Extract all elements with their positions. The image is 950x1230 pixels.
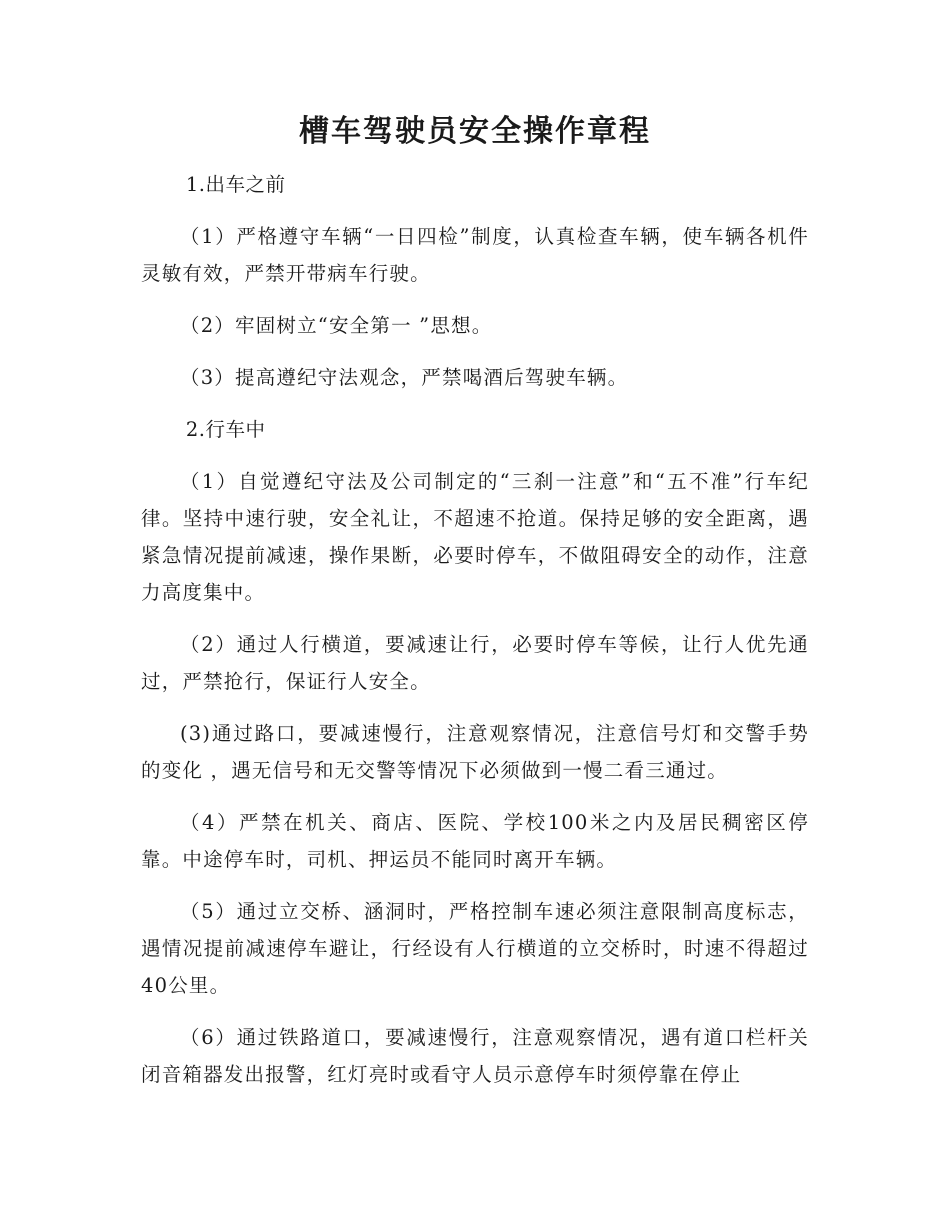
section-heading-2: 2.行车中 [185, 418, 266, 441]
section-1-paragraph-1: （1）严格遵守车辆“一日四检”制度，认真检查车辆，使车辆各机件灵敏有效，严禁开带病车行驶。 [141, 225, 809, 285]
section-2-paragraph-2: （2）通过人行横道，要减速让行，必要时停车等候，让行人优先通过，严禁抢行，保证行人安全。 [141, 633, 809, 693]
section-heading-1: 1.出车之前 [185, 173, 286, 196]
document-body [141, 166, 809, 1093]
section-2-paragraph-5: （5）通过立交桥、涵洞时，严格控制车速必须注意限制高度标志，遇情况提前减速停车避让，行经设有人行横道的立交桥时，时速不得超过40公里。 [141, 900, 809, 997]
section-2-paragraph-6: （6）通过铁路道口，要减速慢行，注意观察情况，遇有道口栏杆关闭音箱器发出报警，红灯亮时或看守人员示意停车时须停靠在停止 [141, 1026, 809, 1086]
section-2-paragraph-4: （4）严禁在机关、商店、医院、学校100米之内及居民稠密区停靠。中途停车时，司机、押运员不能同时离开车辆。 [141, 811, 809, 871]
section-2-paragraph-1: （1）自觉遵纪守法及公司制定的“三刹一注意”和“五不准”行车纪律。坚持中速行驶，安全礼让，不超速不抢道。保持足够的安全距离，遇紧急情况提前减速，操作果断，必要时停车，不做阻碍安全的动作，注意力高度集中。 [141, 470, 809, 604]
section-1-paragraph-3: （3）提高遵纪守法观念，严禁喝酒后驾驶车辆。 [180, 366, 629, 389]
section-1-paragraph-2: （2）牢固树立“安全第一 ”思想。 [180, 314, 493, 337]
document-title: 槽车驾驶员安全操作章程 [299, 114, 651, 149]
section-2-paragraph-3: (3)通过路口，要减速慢行，注意观察情况，注意信号灯和交警手势的变化 ，遇无信号和无交警等情况下必须做到一慢二看三通过。 [141, 722, 809, 782]
